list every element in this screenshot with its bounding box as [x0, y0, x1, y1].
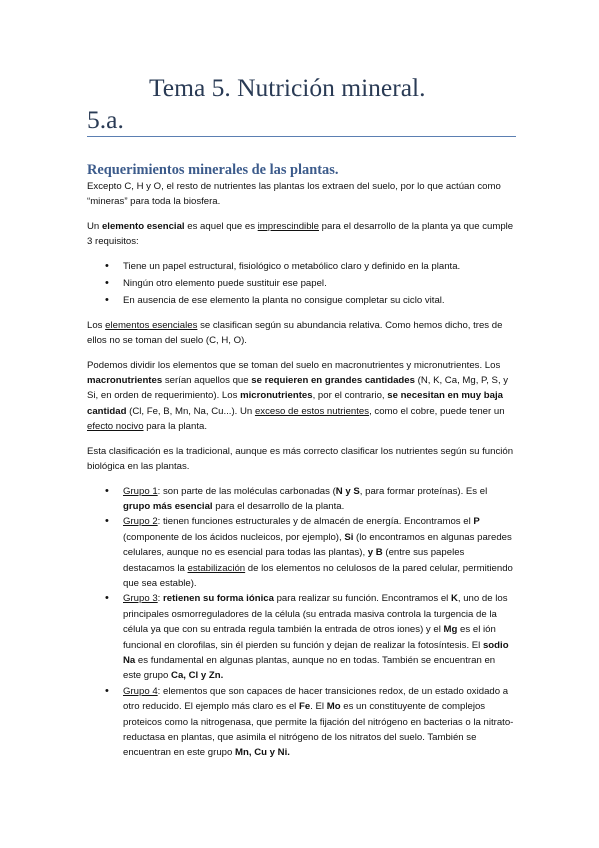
text-run: Un — [87, 220, 102, 232]
grupos-list — [87, 484, 515, 761]
bold-term: Ca, Cl y Zn. — [171, 670, 224, 682]
text-run: , uno de los principales osmorreguladores de la célula (su entrada masiva controla la turgencia de la célula ya que con su entrada regula también la entrada de otros iones) y el — [123, 593, 508, 636]
bold-term: Fe — [298, 701, 311, 713]
underlined-term: exceso de estos nutrientes — [254, 405, 370, 417]
text-run: es un constituyente de complejos proteicos como la nitrogenasa, que permite la fijación del nitrógeno en bacterias o la nitrato-reductasa en plantas, que asimila el nitrógeno de los nitratos del suelo. También se encuentran en este grupo — [123, 701, 514, 759]
section-heading: Requerimientos minerales de las plantas. — [87, 162, 339, 178]
group-label: Grupo 3 — [123, 593, 158, 605]
text-run: Podemos dividir los elementos que se toman del suelo en macronutrientes y micronutrientes. Los — [87, 359, 501, 371]
bold-term: Mn, Cu y Ni. — [235, 747, 290, 759]
bold-term: se requieren en grandes cantidades — [251, 375, 415, 387]
paragraph-funcion-biologica: Esta clasificación es la tradicional, aunque es más correcto clasificar los nutrientes según su función biológica en las plantas. — [87, 445, 514, 473]
bold-term: se necesitan en muy baja cantidad — [87, 390, 503, 417]
paragraph-elemento-esencial — [87, 219, 515, 250]
bold-term: elemento esencial — [101, 220, 185, 232]
paragraph-clasificacion — [87, 318, 515, 349]
group-label: Grupo 4 — [123, 685, 158, 697]
underlined-term: imprescindible — [257, 220, 319, 232]
text-run: para el desarrollo de la planta ya que cumple 3 requisitos: — [87, 220, 514, 248]
text-run: : tienen funciones estructurales y de almacén de energía. Encontramos el — [157, 516, 474, 528]
bold-term: y B — [367, 547, 383, 559]
text-run: para el desarrollo de la planta. — [212, 500, 345, 512]
text-run: (entre sus papeles destacamos la — [123, 547, 465, 574]
grupo-1-item — [123, 484, 515, 515]
list-item: • Ningún otro elemento puede sustituir ese papel. — [123, 276, 515, 291]
text-run: (N, K, Ca, Mg, P, S, y Si, en orden de requerimiento). Los — [87, 375, 509, 402]
text-run: , como el cobre, puede tener un — [369, 405, 505, 417]
text-run: : son parte de las moléculas carbonadas ( — [157, 485, 336, 497]
title-line-2: 5.a. — [87, 105, 124, 134]
bold-term: micronutrientes — [240, 390, 313, 402]
grupo-2-item — [123, 514, 515, 591]
text-run: de los elementos no celulosos de la pared celular, permitiendo que sea estable). — [123, 562, 513, 589]
bold-term: sodio Na — [123, 639, 509, 666]
list-item: • Tiene un papel estructural, fisiológico o metabólico claro y definido en la planta. — [123, 259, 515, 274]
document-body — [87, 162, 515, 770]
text-run: , por el contrario, — [312, 390, 388, 402]
text-run: es el ión funcional en clorofilas, sin él pierden su función y dejan de realizar la fotosíntesis. El — [123, 624, 496, 651]
document-title — [87, 72, 517, 136]
paragraph-macro-micro — [87, 358, 515, 435]
bold-term: Mo — [326, 701, 341, 713]
text-run: (lo encontramos en algunas paredes celulares, aunque no es esencial para todas las plantas), — [123, 531, 512, 559]
bold-term: P — [473, 516, 480, 528]
text-run: para realizar su función. Encontramos el — [273, 593, 451, 605]
paragraph-intro: Excepto C, H y O, el resto de nutrientes las plantas los extraen del suelo, por lo que actúan como “mineras” para toda la biosfera. — [87, 181, 501, 208]
text-run: para la planta. — [143, 421, 208, 433]
requisitos-list — [87, 259, 515, 309]
group-label: Grupo 1 — [123, 485, 158, 497]
text-run: : — [157, 593, 164, 605]
bold-term: K — [450, 593, 458, 605]
text-run: : elementos que son capaces de hacer transiciones redox, de un estado oxidado a otro reducido. El ejemplo más claro es el — [123, 685, 509, 713]
text-run: (Cl, Fe, B, Mn, Na, Cu...). Un — [126, 405, 255, 417]
grupo-4-item — [123, 684, 515, 761]
bold-term: Mg — [443, 624, 458, 636]
bold-term: Si — [344, 531, 354, 543]
text-run: es aquel que es — [184, 220, 258, 232]
text-run: es fundamental en algunas plantas, aunque no en todas. También se encuentran en este grupo — [123, 654, 496, 682]
grupo-3-item — [123, 591, 515, 683]
bold-term: retienen su forma iónica — [163, 593, 274, 605]
text-run: serían aquellos que — [162, 375, 252, 387]
underlined-term: elementos esenciales — [105, 319, 198, 331]
list-item: • En ausencia de ese elemento la planta no consigue completar su ciclo vital. — [123, 293, 515, 308]
bold-term: grupo más esencial — [123, 500, 213, 512]
title-line-1: Tema 5. Nutrición mineral. — [149, 73, 426, 102]
group-label: Grupo 2 — [123, 516, 158, 528]
text-run: Los — [87, 319, 106, 331]
underlined-term: estabilización — [187, 562, 246, 574]
text-run: se clasifican según su abundancia relativa. Como hemos dicho, tres de ellos no se toman del suelo (C, H, O). — [87, 319, 503, 347]
title-underline — [87, 136, 516, 137]
bold-term: macronutrientes — [87, 375, 163, 387]
text-run: , para formar proteínas). Es el — [359, 485, 488, 497]
bold-term: N y S — [335, 485, 360, 497]
underlined-term: efecto nocivo — [87, 421, 144, 433]
text-run: (componente de los ácidos nucleicos, por ejemplo), — [123, 531, 345, 543]
text-run: . El — [310, 701, 327, 713]
